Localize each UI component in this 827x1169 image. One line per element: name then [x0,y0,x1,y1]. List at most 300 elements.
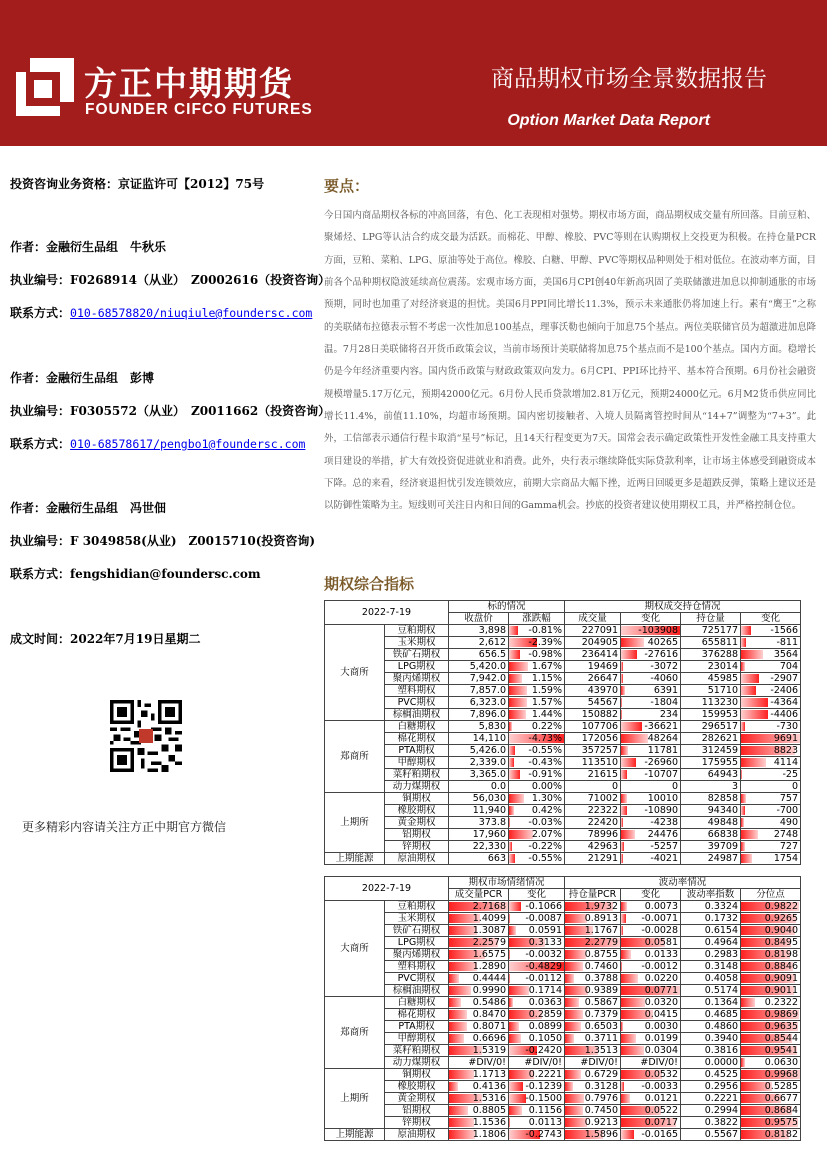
cell-value: 2748 [773,829,798,840]
cell-value: 0.8913 [584,913,618,924]
option-name: LPG期权 [385,937,449,949]
data-bar-cell [565,973,621,985]
data-bar-cell [741,913,801,925]
data-bar-cell [565,1009,621,1021]
data-bar-cell [621,721,681,733]
data-cell: 0.5174 [681,985,741,997]
data-bar [621,950,631,959]
data-cell: 78996 [565,829,621,841]
data-bar [741,854,752,863]
option-name: 豆粕期权 [385,625,449,637]
data-cell: 172056 [565,733,621,745]
data-bar [565,998,579,1007]
data-bar-cell [449,973,509,985]
data-bar [621,1130,634,1139]
cell-value: -0.03% [528,817,562,828]
data-bar-cell [741,829,801,841]
column-header: 变化 [741,613,801,625]
data-bar-cell [509,829,565,841]
data-bar [509,1106,522,1115]
cell-value: 0.9822 [764,901,798,912]
data-cell: 7,942.0 [449,673,509,685]
data-cell: 0.5567 [681,1129,741,1141]
group-header: 标的情况 [449,601,565,613]
data-cell: 0.1364 [681,997,741,1009]
data-cell: 656.5 [449,649,509,661]
cell-value: 0.0304 [644,1045,678,1056]
data-bar-cell [449,925,509,937]
table-row [325,769,801,781]
table-row [325,1021,801,1033]
data-cell: 22420 [565,817,621,829]
cell-value: -3072 [650,661,678,672]
data-bar-cell [741,733,801,745]
data-cell: 0.4685 [681,1009,741,1021]
data-bar [741,650,763,659]
data-bar [449,986,471,995]
data-bar-cell [565,1081,621,1093]
data-bar [741,830,758,839]
option-name: PTA期权 [385,1021,449,1033]
table-row [325,985,801,997]
data-bar [509,746,515,755]
cell-value: 0.7450 [584,1105,618,1116]
table-row [325,853,801,865]
data-bar-cell [621,829,681,841]
data-bar [509,806,514,815]
data-bar [741,686,756,695]
data-cell: 0.4058 [681,973,741,985]
data-bar-cell [621,985,681,997]
data-bar-cell [509,625,565,637]
data-bar-cell [449,901,509,913]
cell-value: 0.0581 [644,937,678,948]
data-bar-cell [509,745,565,757]
data-cell: 14,110 [449,733,509,745]
data-bar-cell [565,961,621,973]
data-bar-cell [621,1009,681,1021]
table-row [325,961,801,973]
qualification: 投资咨询业务资格：京证监许可【2012】75号 [10,177,265,191]
cell-value: -10890 [644,805,678,816]
column-header: 分位点 [741,889,801,901]
data-bar-cell [621,1117,681,1129]
data-bar-cell [509,913,565,925]
cell-value: 0.0073 [644,901,678,912]
data-bar-cell [621,1129,681,1141]
cell-value: -4021 [650,853,678,864]
table-row [325,625,801,637]
data-bar-cell [741,985,801,997]
data-bar-cell [741,757,801,769]
cell-value: 0.0630 [764,1057,798,1068]
cell-value: -4.73% [528,733,562,744]
data-bar [449,1118,474,1127]
cell-value: 1.5896 [584,1129,618,1140]
option-name: 动力煤期权 [385,1057,449,1069]
cell-value: 0.8684 [764,1105,798,1116]
data-bar [621,926,623,935]
data-cell: 376288 [681,649,741,661]
cell-value: 0.9011 [764,985,798,996]
column-header: 变化 [509,889,565,901]
option-name: 铜期权 [385,1069,449,1081]
option-name: 锌期权 [385,841,449,853]
data-bar [509,1082,523,1091]
data-bar-cell [449,1021,509,1033]
table-row [325,709,801,721]
data-bar [509,662,528,671]
data-bar-cell [621,901,681,913]
table-row [325,661,801,673]
cell-value: -0.1500 [525,1093,562,1104]
data-bar [565,962,583,971]
data-bar-cell [741,1009,801,1021]
cell-value: 0.0199 [644,1033,678,1044]
data-cell: 7,896.0 [449,709,509,721]
data-cell: 19469 [565,661,621,673]
data-bar-cell [621,817,681,829]
cell-value: 0.0121 [644,1093,678,1104]
cell-value: -2.39% [528,637,562,648]
data-bar-cell [565,1129,621,1141]
cell-value: -25 [782,769,798,780]
data-cell: 204905 [565,637,621,649]
data-bar-cell [741,1057,801,1069]
data-bar-cell [565,937,621,949]
contact-link[interactable]: 010-68578617/pengbo1@foundersc.com [70,437,306,451]
data-cell: 3 [681,781,741,793]
data-bar-cell [509,949,565,961]
data-bar [509,1118,510,1127]
data-bar-cell [509,841,565,853]
option-name: 玉米期权 [385,637,449,649]
cell-value: 24476 [647,829,678,840]
data-bar-cell [565,949,621,961]
data-bar-cell [565,1117,621,1129]
data-bar-cell [621,1021,681,1033]
data-bar [565,1106,583,1115]
cell-value: 0.3128 [584,1081,618,1092]
data-bar-cell [621,745,681,757]
table-row [325,1093,801,1105]
cell-value: -0.0032 [525,949,562,960]
data-bar-cell [449,1105,509,1117]
cell-value: 1.2890 [472,961,506,972]
cell-value: 11781 [647,745,678,756]
data-bar-cell [621,973,681,985]
data-cell: 56,030 [449,793,509,805]
option-name: 白糖期权 [385,721,449,733]
cell-value: -36621 [644,721,678,732]
option-name: PVC期权 [385,973,449,985]
cell-value: 0.1156 [528,1105,562,1116]
cell-value: 0.0717 [644,1117,678,1128]
data-bar-cell [449,1081,509,1093]
data-bar-cell [509,781,565,793]
data-bar-cell [621,697,681,709]
data-bar [621,998,645,1007]
option-name: 铜期权 [385,793,449,805]
table-row [325,697,801,709]
data-bar-cell [509,937,565,949]
data-bar [621,638,644,647]
data-bar [565,1070,581,1079]
data-bar [621,902,627,911]
data-bar [621,770,627,779]
cell-value: 0.4136 [472,1081,506,1092]
data-bar [509,698,527,707]
cell-value: -1566 [770,625,798,636]
table-row [325,793,801,805]
data-bar-cell [509,1033,565,1045]
data-bar [509,926,516,935]
cell-value: 1.1806 [472,1129,506,1140]
data-cell: 236414 [565,649,621,661]
data-cell: 312459 [681,745,741,757]
data-cell: 0.6154 [681,925,741,937]
data-cell: 45985 [681,673,741,685]
cell-value: -0.81% [528,625,562,636]
option-name: 甲醇期权 [385,1033,449,1045]
option-name: 菜籽粕期权 [385,1045,449,1057]
cell-value: 0.0113 [528,1117,562,1128]
exchange-name: 大商所 [325,901,385,997]
data-bar [621,686,625,695]
cell-value: -2907 [770,673,798,684]
column-header: 成交量PCR [449,889,509,901]
option-name: 玉米期权 [385,913,449,925]
table-row [325,733,801,745]
cell-value: 757 [779,793,798,804]
data-bar-cell [565,925,621,937]
option-name: 棉花期权 [385,1009,449,1021]
data-cell: 357257 [565,745,621,757]
option-name: 原油期权 [385,1129,449,1141]
data-bar-cell [509,901,565,913]
data-bar-cell [509,1117,565,1129]
cell-value: -1804 [650,697,678,708]
table-row [325,1033,801,1045]
cell-value: 0.0532 [644,1069,678,1080]
cell-value: -0.43% [528,757,562,768]
data-cell: 3,365.0 [449,769,509,781]
cell-value: 1.15% [531,673,562,684]
data-cell: 0.1732 [681,913,741,925]
data-bar [741,662,745,671]
data-bar-cell [565,1057,621,1069]
data-cell: 17,960 [449,829,509,841]
data-bar [509,1094,526,1103]
cell-value: 2.07% [531,829,562,840]
data-bar [565,914,587,923]
contact-link[interactable]: 010-68578820/niuqiule@foundersc.com [70,306,313,320]
cell-value: -103908 [638,625,678,636]
column-header: 变化 [621,889,681,901]
cell-value: 0.0591 [528,925,562,936]
data-bar-cell [741,673,801,685]
data-bar [621,746,628,755]
cell-value: 0.0030 [644,1021,678,1032]
data-cell: 51710 [681,685,741,697]
logo-cn-text: 方正中期期货 [84,64,294,103]
column-header: 涨跌幅 [509,613,565,625]
data-bar-cell [621,997,681,1009]
cell-value: 2.2779 [584,937,618,948]
data-bar-cell [741,1081,801,1093]
option-name: 甲醇期权 [385,757,449,769]
data-bar [565,1118,587,1127]
data-bar [741,842,745,851]
cell-value: -0.1066 [525,901,562,912]
cell-value: 2.2579 [472,937,506,948]
data-bar-cell [449,913,509,925]
data-bar-cell [449,985,509,997]
option-name: LPG期权 [385,661,449,673]
data-bar [509,1022,519,1031]
table-row [325,1117,801,1129]
data-bar [565,1034,574,1043]
data-bar [565,950,586,959]
cell-value: -0.0071 [641,913,678,924]
table-row [325,817,801,829]
data-bar [741,698,768,707]
data-bar [449,1082,458,1091]
data-cell: 113510 [565,757,621,769]
data-bar-cell [621,793,681,805]
data-bar-cell [449,1117,509,1129]
author-license: 执业编号：F0305572（从业） Z0011662（投资咨询） [10,404,331,418]
cell-value: 40265 [647,637,678,648]
data-bar-cell [509,1081,565,1093]
cell-value: -811 [776,637,798,648]
cell-value: 0.8755 [584,949,618,960]
data-bar-cell [509,1021,565,1033]
cell-value: -4406 [770,709,798,720]
column-header: 变化 [621,613,681,625]
data-bar-cell [621,1081,681,1093]
cell-value: 0.7460 [584,961,618,972]
data-bar [741,626,751,635]
data-bar [621,794,627,803]
table-row [325,685,801,697]
data-bar-cell [741,697,801,709]
cell-value: 1.30% [531,793,562,804]
option-name: 橡胶期权 [385,1081,449,1093]
option-name: 动力煤期权 [385,781,449,793]
data-bar-cell [509,1057,565,1069]
cell-value: 2.7168 [472,901,506,912]
data-bar-cell [741,1021,801,1033]
data-bar-cell [509,1009,565,1021]
data-bar [741,638,746,647]
data-bar-cell [621,913,681,925]
data-bar-cell [449,1033,509,1045]
cell-value: 1.1713 [472,1069,506,1080]
cell-value: 234 [659,709,678,720]
data-cell: 373.8 [449,817,509,829]
data-bar [509,674,522,683]
data-bar [509,686,527,695]
data-bar-cell [509,649,565,661]
data-bar [509,650,520,659]
data-bar-cell [565,1093,621,1105]
data-bar-cell [509,1105,565,1117]
data-bar [621,1034,636,1043]
data-bar [621,1094,630,1103]
data-bar [621,650,637,659]
data-cell: 71002 [565,793,621,805]
cell-value: 0.4444 [472,973,506,984]
data-cell: 82858 [681,793,741,805]
report-header [0,0,827,146]
data-cell: 725177 [681,625,741,637]
table-row [325,841,801,853]
data-bar-cell [621,949,681,961]
data-cell: 64943 [681,769,741,781]
data-cell: 655811 [681,637,741,649]
table-row [325,757,801,769]
data-bar [449,1070,474,1079]
option-name: 原油期权 [385,853,449,865]
data-bar-cell [741,997,801,1009]
cell-value: 0.9389 [584,985,618,996]
data-bar-cell [565,1069,621,1081]
table-row [325,829,801,841]
author-contact [10,304,312,321]
table-row [325,1045,801,1057]
table-date: 2022-7-19 [325,877,449,901]
cell-value: 1.5319 [472,1045,506,1056]
data-bar [621,830,635,839]
data-bar-cell [509,673,565,685]
data-bar-cell [621,733,681,745]
data-bar-cell [741,937,801,949]
data-bar [621,818,623,827]
data-bar [621,1082,624,1091]
option-name: 白糖期权 [385,997,449,1009]
cell-value: 0 [671,781,678,792]
data-bar-cell [741,1033,801,1045]
cell-value: 0.1050 [528,1033,562,1044]
data-bar-cell [741,961,801,973]
data-bar-cell [565,1105,621,1117]
author-contact [10,435,305,452]
data-bar-cell [741,1117,801,1129]
cell-value: 0.8198 [764,949,798,960]
data-bar [509,794,524,803]
option-name: PVC期权 [385,697,449,709]
cell-value: 0.8182 [764,1129,798,1140]
exchange-name: 大商所 [325,625,385,721]
data-bar [621,758,636,767]
data-bar [621,722,642,731]
cell-value: 8823 [773,745,798,756]
cell-value: 0.0522 [644,1105,678,1116]
data-bar-cell [621,1045,681,1057]
data-bar-cell [741,901,801,913]
data-bar-cell [449,937,509,949]
data-bar-cell [621,661,681,673]
exchange-name: 郑商所 [325,997,385,1069]
data-bar-cell [621,925,681,937]
data-bar-cell [449,961,509,973]
data-bar-cell [621,853,681,865]
data-bar-cell [741,853,801,865]
data-cell: 175955 [681,757,741,769]
cell-value: 0.0899 [528,1021,562,1032]
cell-value: #DIV/0! [524,1057,562,1068]
